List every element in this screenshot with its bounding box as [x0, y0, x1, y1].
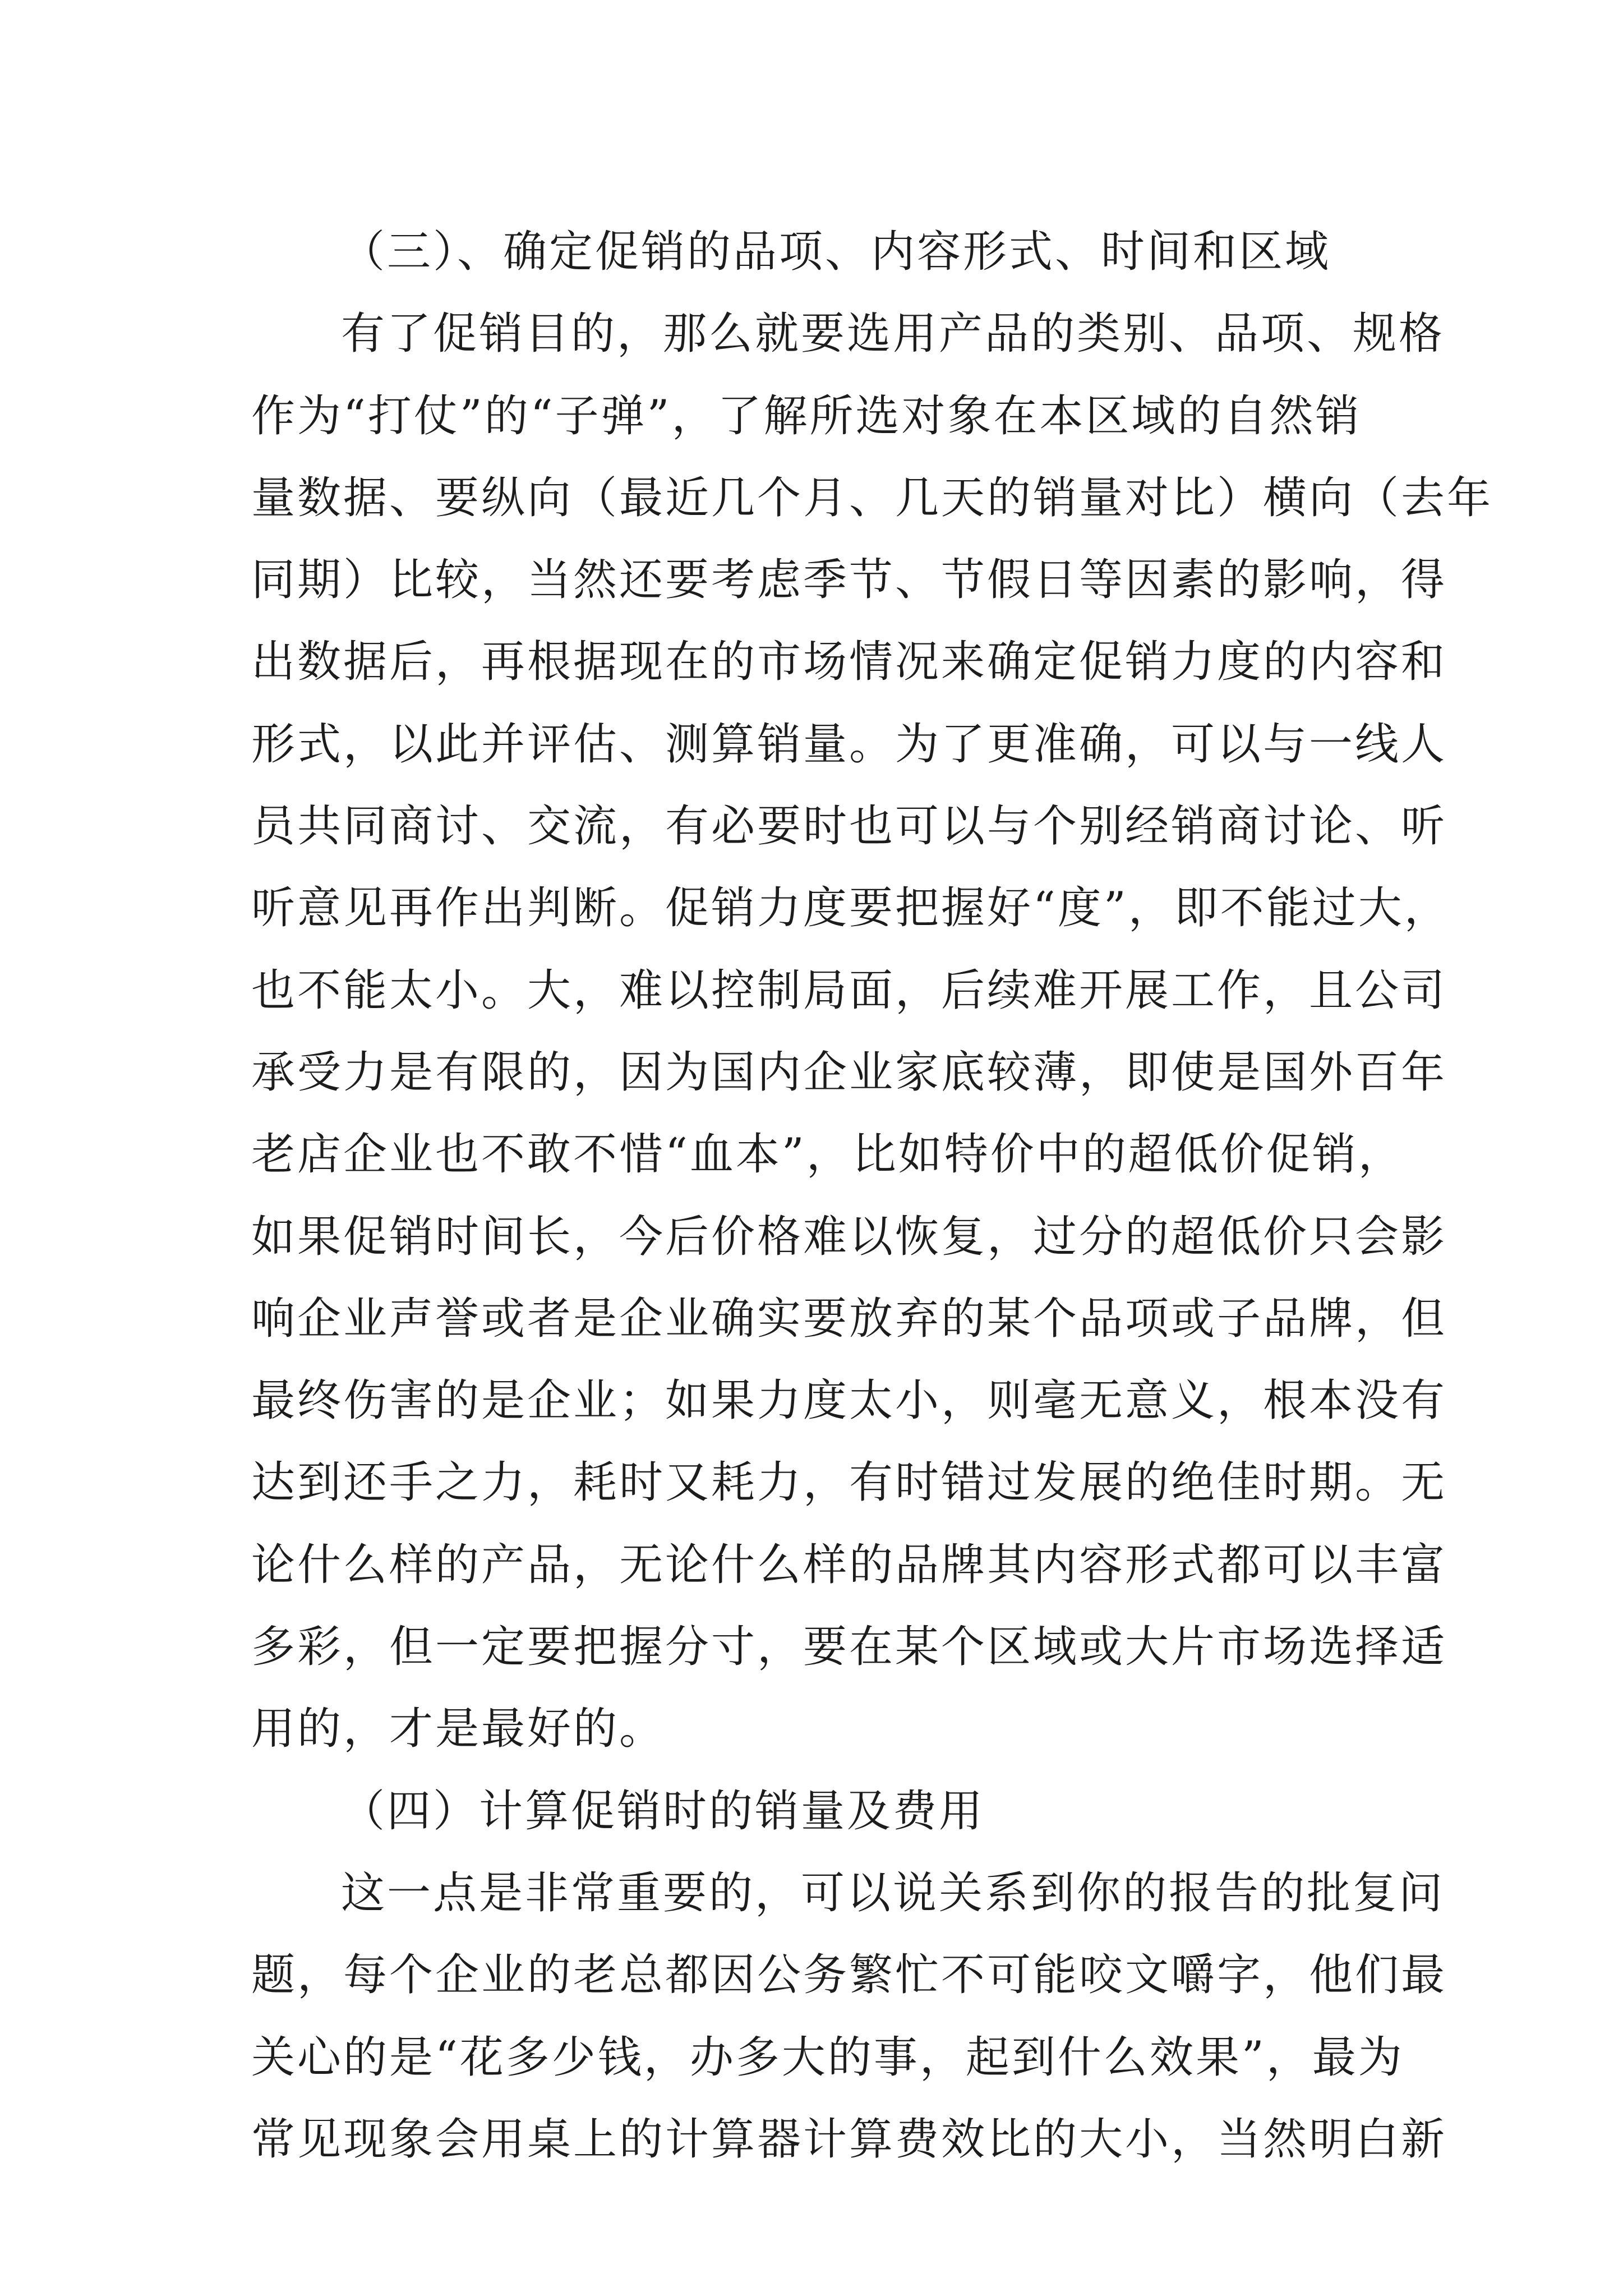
paragraph-line: 员共同商讨、交流，有必要时也可以与个别经销商讨论、听 — [251, 801, 1447, 852]
body-text — [251, 211, 1493, 2180]
paragraph-line: 题，每个企业的老总都因公务繁忙不可能咬文嚼字，他们最 — [251, 1950, 1447, 2001]
paragraph-line: 如果促销时间长，今后价格难以恢复，过分的超低价只会影 — [251, 1211, 1447, 1262]
section-heading-3: （三）、确定促销的品项、内容形式、时间和区域 — [341, 227, 1331, 277]
section-heading-4: （四）计算促销时的销量及费用 — [341, 1786, 985, 1837]
paragraph-line: 作为“打仗”的“子弹”，了解所选对象在本区域的自然销 — [251, 390, 1362, 441]
paragraph-line: 关心的是“花多少钱，办多大的事，起到什么效果”，最为 — [251, 2032, 1404, 2083]
paragraph-line: 响企业声誉或者是企业确实要放弃的某个品项或子品牌，但 — [251, 1293, 1447, 1344]
paragraph-line: 最终伤害的是企业；如果力度太小，则毫无意义，根本没有 — [251, 1375, 1447, 1427]
paragraph-line: 论什么样的产品，无论什么样的品牌其内容形式都可以丰富 — [251, 1539, 1447, 1590]
paragraph-line: 形式，以此并评估、测算销量。为了更准确，可以与一线人 — [251, 719, 1447, 770]
paragraph-line: 同期）比较，当然还要考虑季节、节假日等因素的影响，得 — [251, 555, 1447, 606]
paragraph-line: 这一点是非常重要的，可以说关系到你的报告的批复问 — [341, 1867, 1445, 1918]
paragraph-line: 量数据、要纵向（最近几个月、几天的销量对比）横向（去年 — [251, 472, 1493, 523]
paragraph-line: 老店企业也不敢不惜“血本”，比如特价中的超低价促销， — [251, 1129, 1404, 1180]
paragraph-line: 出数据后，再根据现在的市场情况来确定促销力度的内容和 — [251, 637, 1447, 688]
paragraph-line: 承受力是有限的，因为国内企业家底较薄，即使是国外百年 — [251, 1047, 1447, 1098]
paragraph-line: 用的，才是最好的。 — [251, 1704, 666, 1755]
paragraph-line: 多彩，但一定要把握分寸，要在某个区域或大片市场选择适 — [251, 1622, 1447, 1673]
paragraph-line: 也不能太小。大，难以控制局面，后续难开展工作，且公司 — [251, 965, 1447, 1016]
paragraph-line: 有了促销目的，那么就要选用产品的类别、品项、规格 — [341, 309, 1445, 360]
paragraph-line: 达到还手之力，耗时又耗力，有时错过发展的绝佳时期。无 — [251, 1457, 1447, 1508]
paragraph-line: 听意见再作出判断。促销力度要把握好“度”，即不能过大， — [251, 883, 1450, 934]
paragraph-line: 常见现象会用桌上的计算器计算费效比的大小，当然明白新 — [251, 2114, 1447, 2165]
